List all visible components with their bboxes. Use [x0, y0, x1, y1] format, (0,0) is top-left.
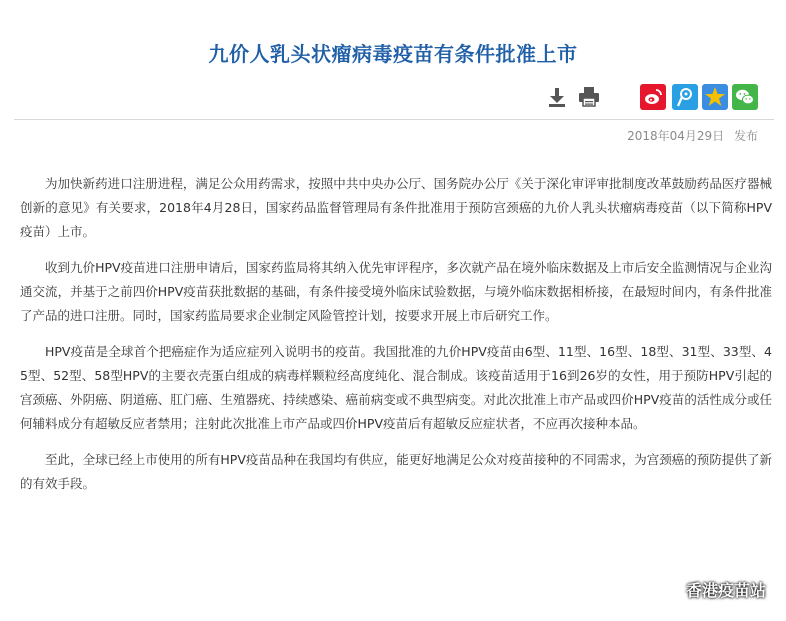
wechat-icon[interactable]: [732, 84, 758, 110]
watermark-text: 香港疫苗站: [685, 581, 766, 600]
header-divider: [14, 119, 774, 120]
article-paragraph: 至此，全球已经上市使用的所有HPV疫苗品种在我国均有供应，能更好地满足公众对疫苗接种的不同需求，为宫颈癌的预防提供了新的有效手段。: [20, 452, 772, 491]
download-icon[interactable]: [544, 84, 570, 110]
publish-label: 发布: [733, 129, 758, 143]
article-paragraph: 收到九价HPV疫苗进口注册申请后，国家药监局将其纳入优先审评程序，多次就产品在境外临床数据及上市后安全监测情况与企业沟通交流，并基于之前四价HPV疫苗获批数据的基础，有条件接受境外临床试验数据，与境外临床数据相桥接，在最短时间内，有条件批准了产品的进口注册。同时，国家药监局要求企业制定风险管控计划，按要求开展上市后研究工作。: [20, 260, 772, 323]
wechat-watermark-icon: [656, 579, 682, 601]
article-paragraph: 为加快新药进口注册进程，满足公众用药需求，按照中共中央办公厅、国务院办公厅《关于深化审评审批制度改革鼓励药品医疗器械创新的意见》有关要求，2018年4月28日，国家药品监督管理局有条件批准用于预防宫颈癌的九价人乳头状瘤病毒疫苗（以下简称HPV疫苗）上市。: [20, 176, 772, 239]
article-toolbar: [0, 84, 786, 112]
article-title: 九价人乳头状瘤病毒疫苗有条件批准上市: [208, 42, 578, 66]
tencent-weibo-icon[interactable]: [672, 84, 698, 110]
article-body: [20, 172, 772, 508]
article-meta: [627, 127, 758, 144]
printer-icon[interactable]: [576, 84, 602, 110]
watermark: [656, 578, 766, 601]
weibo-icon[interactable]: [640, 84, 666, 110]
publish-date: 2018年04月29日: [627, 129, 725, 143]
qzone-star-icon[interactable]: [702, 84, 728, 110]
article-paragraph: HPV疫苗是全球首个把癌症作为适应症列入说明书的疫苗。我国批准的九价HPV疫苗由6型、11型、16型、18型、31型、33型、45型、52型、58型HPV的主要衣壳蛋白组成的病毒样颗粒经高度纯化、混合制成。该疫苗适用于16到26岁的女性，用于预防HPV引起的宫颈癌、外阴癌、阴道癌、肛门癌、生殖器疣、持续感染、癌前病变或不典型病变。对此次批准上市产品或四价HPV疫苗的活性成分或任何辅料成分有超敏反应者禁用；注射此次批准上市产品或四价HPV疫苗后有超敏反应症状者，不应再次接种本品。: [20, 344, 772, 431]
